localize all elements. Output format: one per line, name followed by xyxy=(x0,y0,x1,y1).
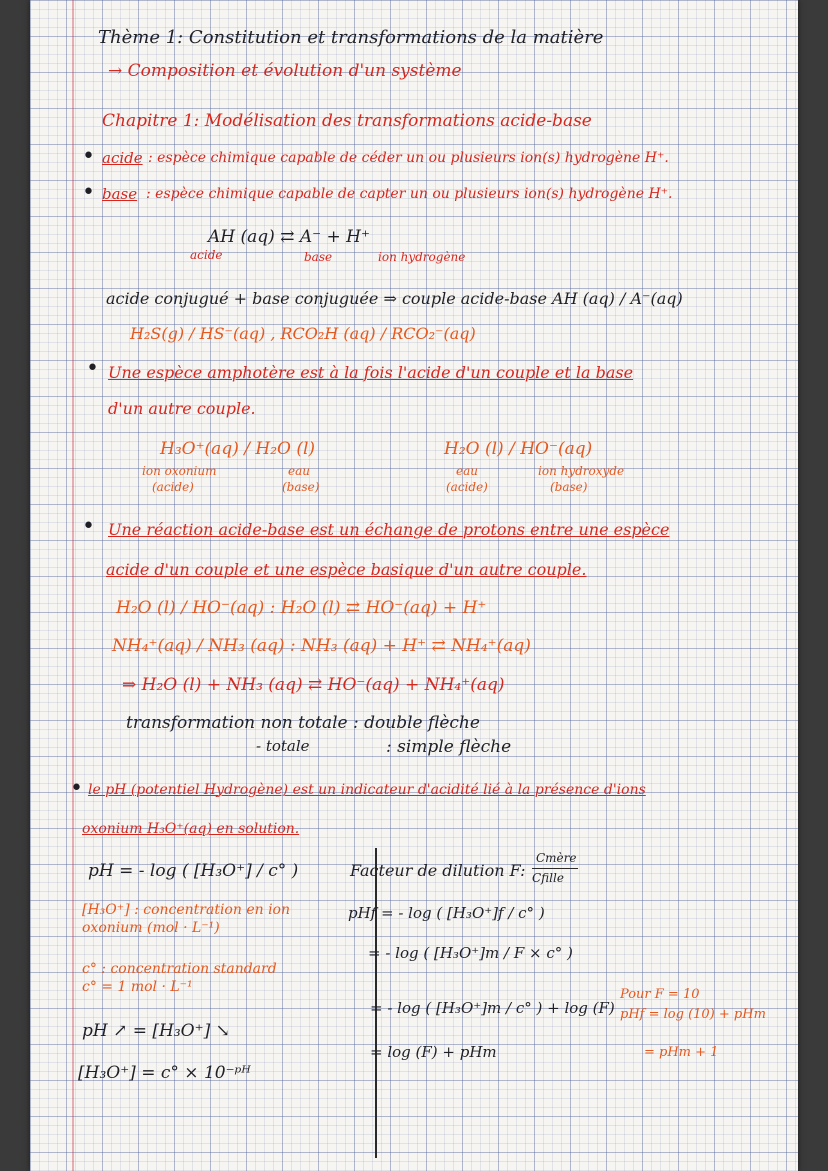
amphoteric-line1: Une espèce amphotère est à la fois l'acide d'un couple et la base xyxy=(108,363,634,382)
reaction-note2: - totale xyxy=(256,737,310,755)
base-definition: : espèce chimique capable de capter un ou plusieurs ion(s) hydrogène H⁺. xyxy=(146,186,673,202)
amphoteric-pair1: H₃O⁺(aq) / H₂O (l) xyxy=(160,439,316,459)
label-acide: acide xyxy=(190,248,223,262)
bullet: • xyxy=(82,514,95,539)
reaction-note3: : simple flèche xyxy=(386,737,512,757)
margin-line xyxy=(72,0,74,1171)
pair1-label-b2: (base) xyxy=(282,480,320,494)
equilibrium-equation: AH (aq) ⇄ A⁻ + H⁺ xyxy=(208,227,370,247)
example-line1: Pour F = 10 xyxy=(620,987,700,1002)
ph-line1: le pH (potentiel Hydrogène) est un indicateur d'acidité lié à la présence d'ions xyxy=(88,782,646,798)
chapter-title: Chapitre 1: Modélisation des transformations acide-base xyxy=(102,111,592,131)
label-base: base xyxy=(304,250,333,264)
std-def1: c° : concentration standard xyxy=(82,961,277,977)
notebook-page xyxy=(30,0,798,1171)
theme-title: Thème 1: Constitution et transformations de la matière xyxy=(98,27,604,48)
reaction-eq1: H₂O (l) / HO⁻(aq) : H₂O (l) ⇄ HO⁻(aq) + H⁺ xyxy=(116,598,487,618)
ph-formula: pH = - log ( [H₃O⁺] / c° ) xyxy=(88,861,299,881)
acide-definition: : espèce chimique capable de céder un ou plusieurs ion(s) hydrogène H⁺. xyxy=(148,150,669,166)
bullet: • xyxy=(86,356,99,381)
dilution-step2: = - log ( [H₃O⁺]m / F × c° ) xyxy=(368,944,573,962)
ph-trend: pH ↗ = [H₃O⁺] ↘ xyxy=(82,1021,230,1041)
pair2-label-a2: (acide) xyxy=(446,480,488,494)
example-line2: pHf = log (10) + pHm xyxy=(620,1007,766,1022)
reaction-line1: Une réaction acide-base est un échange de protons entre une espèce xyxy=(108,520,670,539)
conjugate-examples: H₂S(g) / HS⁻(aq) , RCO₂H (aq) / RCO₂⁻(aq) xyxy=(130,324,476,343)
reaction-eq2: NH₄⁺(aq) / NH₃ (aq) : NH₃ (aq) + H⁺ ⇄ NH₄⁺(aq) xyxy=(112,636,531,656)
dilution-frac-den: Cfille xyxy=(532,871,564,885)
pair2-label-a: eau xyxy=(456,464,478,478)
amphoteric-pair2: H₂O (l) / HO⁻(aq) xyxy=(444,439,593,459)
ph-line2: oxonium H₃O⁺(aq) en solution. xyxy=(82,821,300,837)
conjugate-line: acide conjugué + base conjuguée ⇒ couple acide-base AH (aq) / A⁻(aq) xyxy=(106,289,683,308)
bullet: • xyxy=(70,776,83,801)
dilution-frac-num: Cmère xyxy=(536,851,577,865)
pair1-label-a: ion oxonium xyxy=(142,464,217,478)
conc-def1: [H₃O⁺] : concentration en ion xyxy=(82,902,290,918)
example-line3: = pHm + 1 xyxy=(644,1045,719,1060)
reaction-eq3: ⇒ H₂O (l) + NH₃ (aq) ⇄ HO⁻(aq) + NH₄⁺(aq) xyxy=(122,675,505,695)
reaction-line2: acide d'un couple et une espèce basique d'un autre couple. xyxy=(106,560,587,579)
label-ion-hydrogene: ion hydrogène xyxy=(378,250,466,264)
acide-term: acide xyxy=(102,149,143,167)
fraction-bar xyxy=(532,868,578,869)
pair2-label-b: ion hydroxyde xyxy=(538,464,625,478)
ph-inverse: [H₃O⁺] = c° × 10⁻ᵖᴴ xyxy=(78,1063,251,1083)
subtheme: → Composition et évolution d'un système xyxy=(108,61,462,81)
dilution-step3: = - log ( [H₃O⁺]m / c° ) + log (F) xyxy=(370,999,615,1017)
pair1-label-a2: (acide) xyxy=(152,480,194,494)
conc-def2: oxonium (mol · L⁻¹) xyxy=(82,920,220,936)
base-term: base xyxy=(102,185,138,203)
dilution-step4: = log (F) + pHm xyxy=(370,1043,497,1061)
pair1-label-b: eau xyxy=(288,464,310,478)
std-def2: c° = 1 mol · L⁻¹ xyxy=(82,979,193,995)
dilution-heading: Facteur de dilution F: xyxy=(350,861,526,880)
amphoteric-line2: d'un autre couple. xyxy=(108,399,256,418)
bullet: • xyxy=(82,144,95,169)
bullet: • xyxy=(82,180,95,205)
reaction-note1: transformation non totale : double flèche xyxy=(126,713,480,733)
pair2-label-b2: (base) xyxy=(550,480,588,494)
dilution-step1: pHf = - log ( [H₃O⁺]f / c° ) xyxy=(348,904,545,922)
